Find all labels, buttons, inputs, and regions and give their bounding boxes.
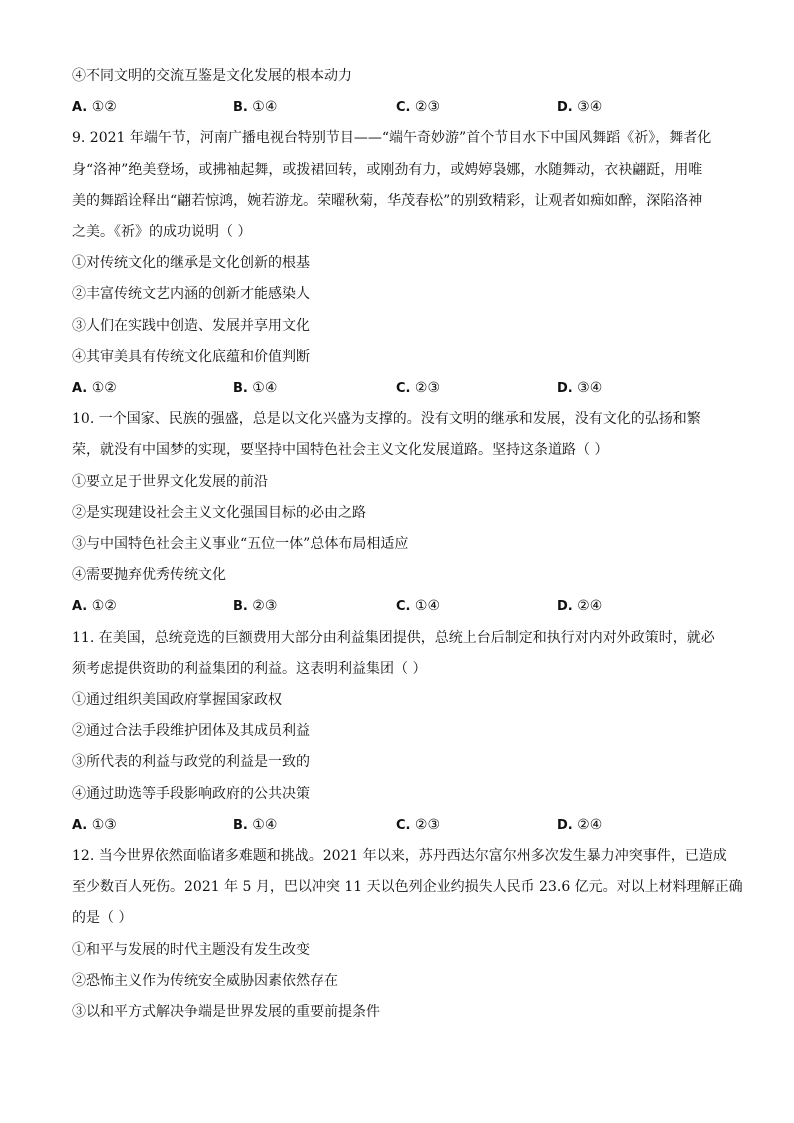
text-line: 荣，就没有中国梦的实现，要坚持中国特色社会主义文化发展道路。坚持这条道路（ ） xyxy=(72,442,609,459)
option-text: ①② xyxy=(87,598,117,615)
text-line: 11. 在美国，总统竞选的巨额费用大部分由利益集团提供，总统上台后制定和执行对内对外政策时，就必 xyxy=(72,629,715,646)
option-a xyxy=(72,378,117,399)
text-line: 的是（ ） xyxy=(72,910,133,927)
text-line: ④其审美具有传统文化底蕴和价值判断 xyxy=(72,348,310,365)
text-line: ②是实现建设社会主义文化强国目标的必由之路 xyxy=(72,504,366,521)
option-letter: C. xyxy=(396,100,411,116)
option-text: ①③ xyxy=(87,816,117,833)
text-line: ①要立足于世界文化发展的前沿 xyxy=(72,473,268,490)
option-text: ①④ xyxy=(247,380,278,396)
text-line: ③人们在实践中创造、发展并享用文化 xyxy=(72,317,310,334)
text-line: ③以和平方式解决争端是世界发展的重要前提条件 xyxy=(72,1004,380,1020)
option-letter: A. xyxy=(72,599,88,615)
option-letter: C. xyxy=(396,381,411,396)
option-letter: A. xyxy=(72,817,88,833)
text-line: ③所代表的利益与政党的利益是一致的 xyxy=(72,754,310,771)
text-line: ②丰富传统文艺内涵的创新才能感染人 xyxy=(72,286,310,303)
text-line: ②恐怖主义作为传统安全威胁因素依然存在 xyxy=(72,972,338,989)
option-c xyxy=(396,97,440,118)
option-a xyxy=(72,596,117,617)
text-line: 之美。《祈》的成功说明（ ） xyxy=(72,224,252,240)
text-line: ①通过组织美国政府掌握国家政权 xyxy=(72,692,282,708)
option-text: ②③ xyxy=(410,816,441,833)
text-line: ④需要抛弃优秀传统文化 xyxy=(72,567,226,584)
text-line: 身“洛神”绝美登场，或拂袖起舞，或拨裙回转，或刚劲有力，或娉婷袅娜，水随舞动，衣袂翩跹，用唯 xyxy=(72,161,703,178)
option-letter: D. xyxy=(557,381,573,396)
option-text: ②③ xyxy=(410,380,441,396)
option-text: ②④ xyxy=(572,816,603,833)
option-text: ②③ xyxy=(247,598,278,615)
text-line: 须考虑提供资助的利益集团的利益。这表明利益集团（ ） xyxy=(72,660,427,677)
text-line: 9. 2021 年端午节，河南广播电视台特别节目——“端午奇妙游”首个节目水下中国风舞蹈《祈》，舞者化 xyxy=(72,130,712,147)
option-letter: C. xyxy=(396,817,411,833)
text-line: 美的舞蹈诠释出“翩若惊鸿，婉若游龙。荣曜秋菊，华茂春松”的别致精彩，让观者如痴如醉，深陷洛神 xyxy=(72,192,703,209)
text-line: 至少数百人死伤。2021 年 5 月，巴以冲突 11 天以色列企业约损失人民币 23.6 亿元。对以上材料理解正确 xyxy=(72,879,743,896)
text-line: ②通过合法手段维护团体及其成员利益 xyxy=(72,723,310,740)
option-text: ①② xyxy=(87,99,117,116)
option-c xyxy=(396,596,440,617)
text-line: 12. 当今世界依然面临诸多难题和挑战。2021 年以来，苏丹西达尔富尔州多次发生暴力冲突事件，已造成 xyxy=(72,848,727,864)
option-text: ③④ xyxy=(572,99,603,116)
option-letter: D. xyxy=(557,817,573,833)
option-letter: B. xyxy=(233,381,248,396)
option-text: ①② xyxy=(87,380,117,396)
text-line: 10. 一个国家、民族的强盛，总是以文化兴盛为支撑的。没有文明的继承和发展，没有文化的弘扬和繁 xyxy=(72,411,701,428)
option-b xyxy=(233,815,277,836)
text-line: ④不同文明的交流互鉴是文化发展的根本动力 xyxy=(72,68,352,84)
option-b xyxy=(233,97,277,118)
option-d xyxy=(557,378,602,399)
option-d xyxy=(557,97,602,118)
text-line: ③与中国特色社会主义事业“五位一体”总体布局相适应 xyxy=(72,536,409,552)
option-letter: B. xyxy=(233,817,248,833)
option-text: ③④ xyxy=(572,380,603,396)
option-text: ①④ xyxy=(247,816,278,833)
text-line: ④通过助选等手段影响政府的公共决策 xyxy=(72,785,310,802)
option-c xyxy=(396,815,440,836)
option-letter: D. xyxy=(557,100,573,116)
option-text: ①④ xyxy=(247,99,278,116)
option-d xyxy=(557,815,602,836)
option-c xyxy=(396,378,440,399)
option-letter: D. xyxy=(557,599,573,615)
text-line: ①对传统文化的继承是文化创新的根基 xyxy=(72,255,310,272)
option-letter: B. xyxy=(233,100,248,116)
text-line: ①和平与发展的时代主题没有发生改变 xyxy=(72,941,310,958)
option-letter: A. xyxy=(72,100,88,116)
option-b xyxy=(233,378,277,399)
option-letter: B. xyxy=(233,599,248,615)
option-text: ②③ xyxy=(410,99,441,116)
option-d xyxy=(557,596,602,617)
option-a xyxy=(72,97,117,118)
option-letter: C. xyxy=(396,599,411,615)
option-b xyxy=(233,596,277,617)
option-a xyxy=(72,815,117,836)
option-letter: A. xyxy=(72,381,88,396)
option-text: ②④ xyxy=(572,598,603,615)
option-text: ①④ xyxy=(410,598,441,615)
